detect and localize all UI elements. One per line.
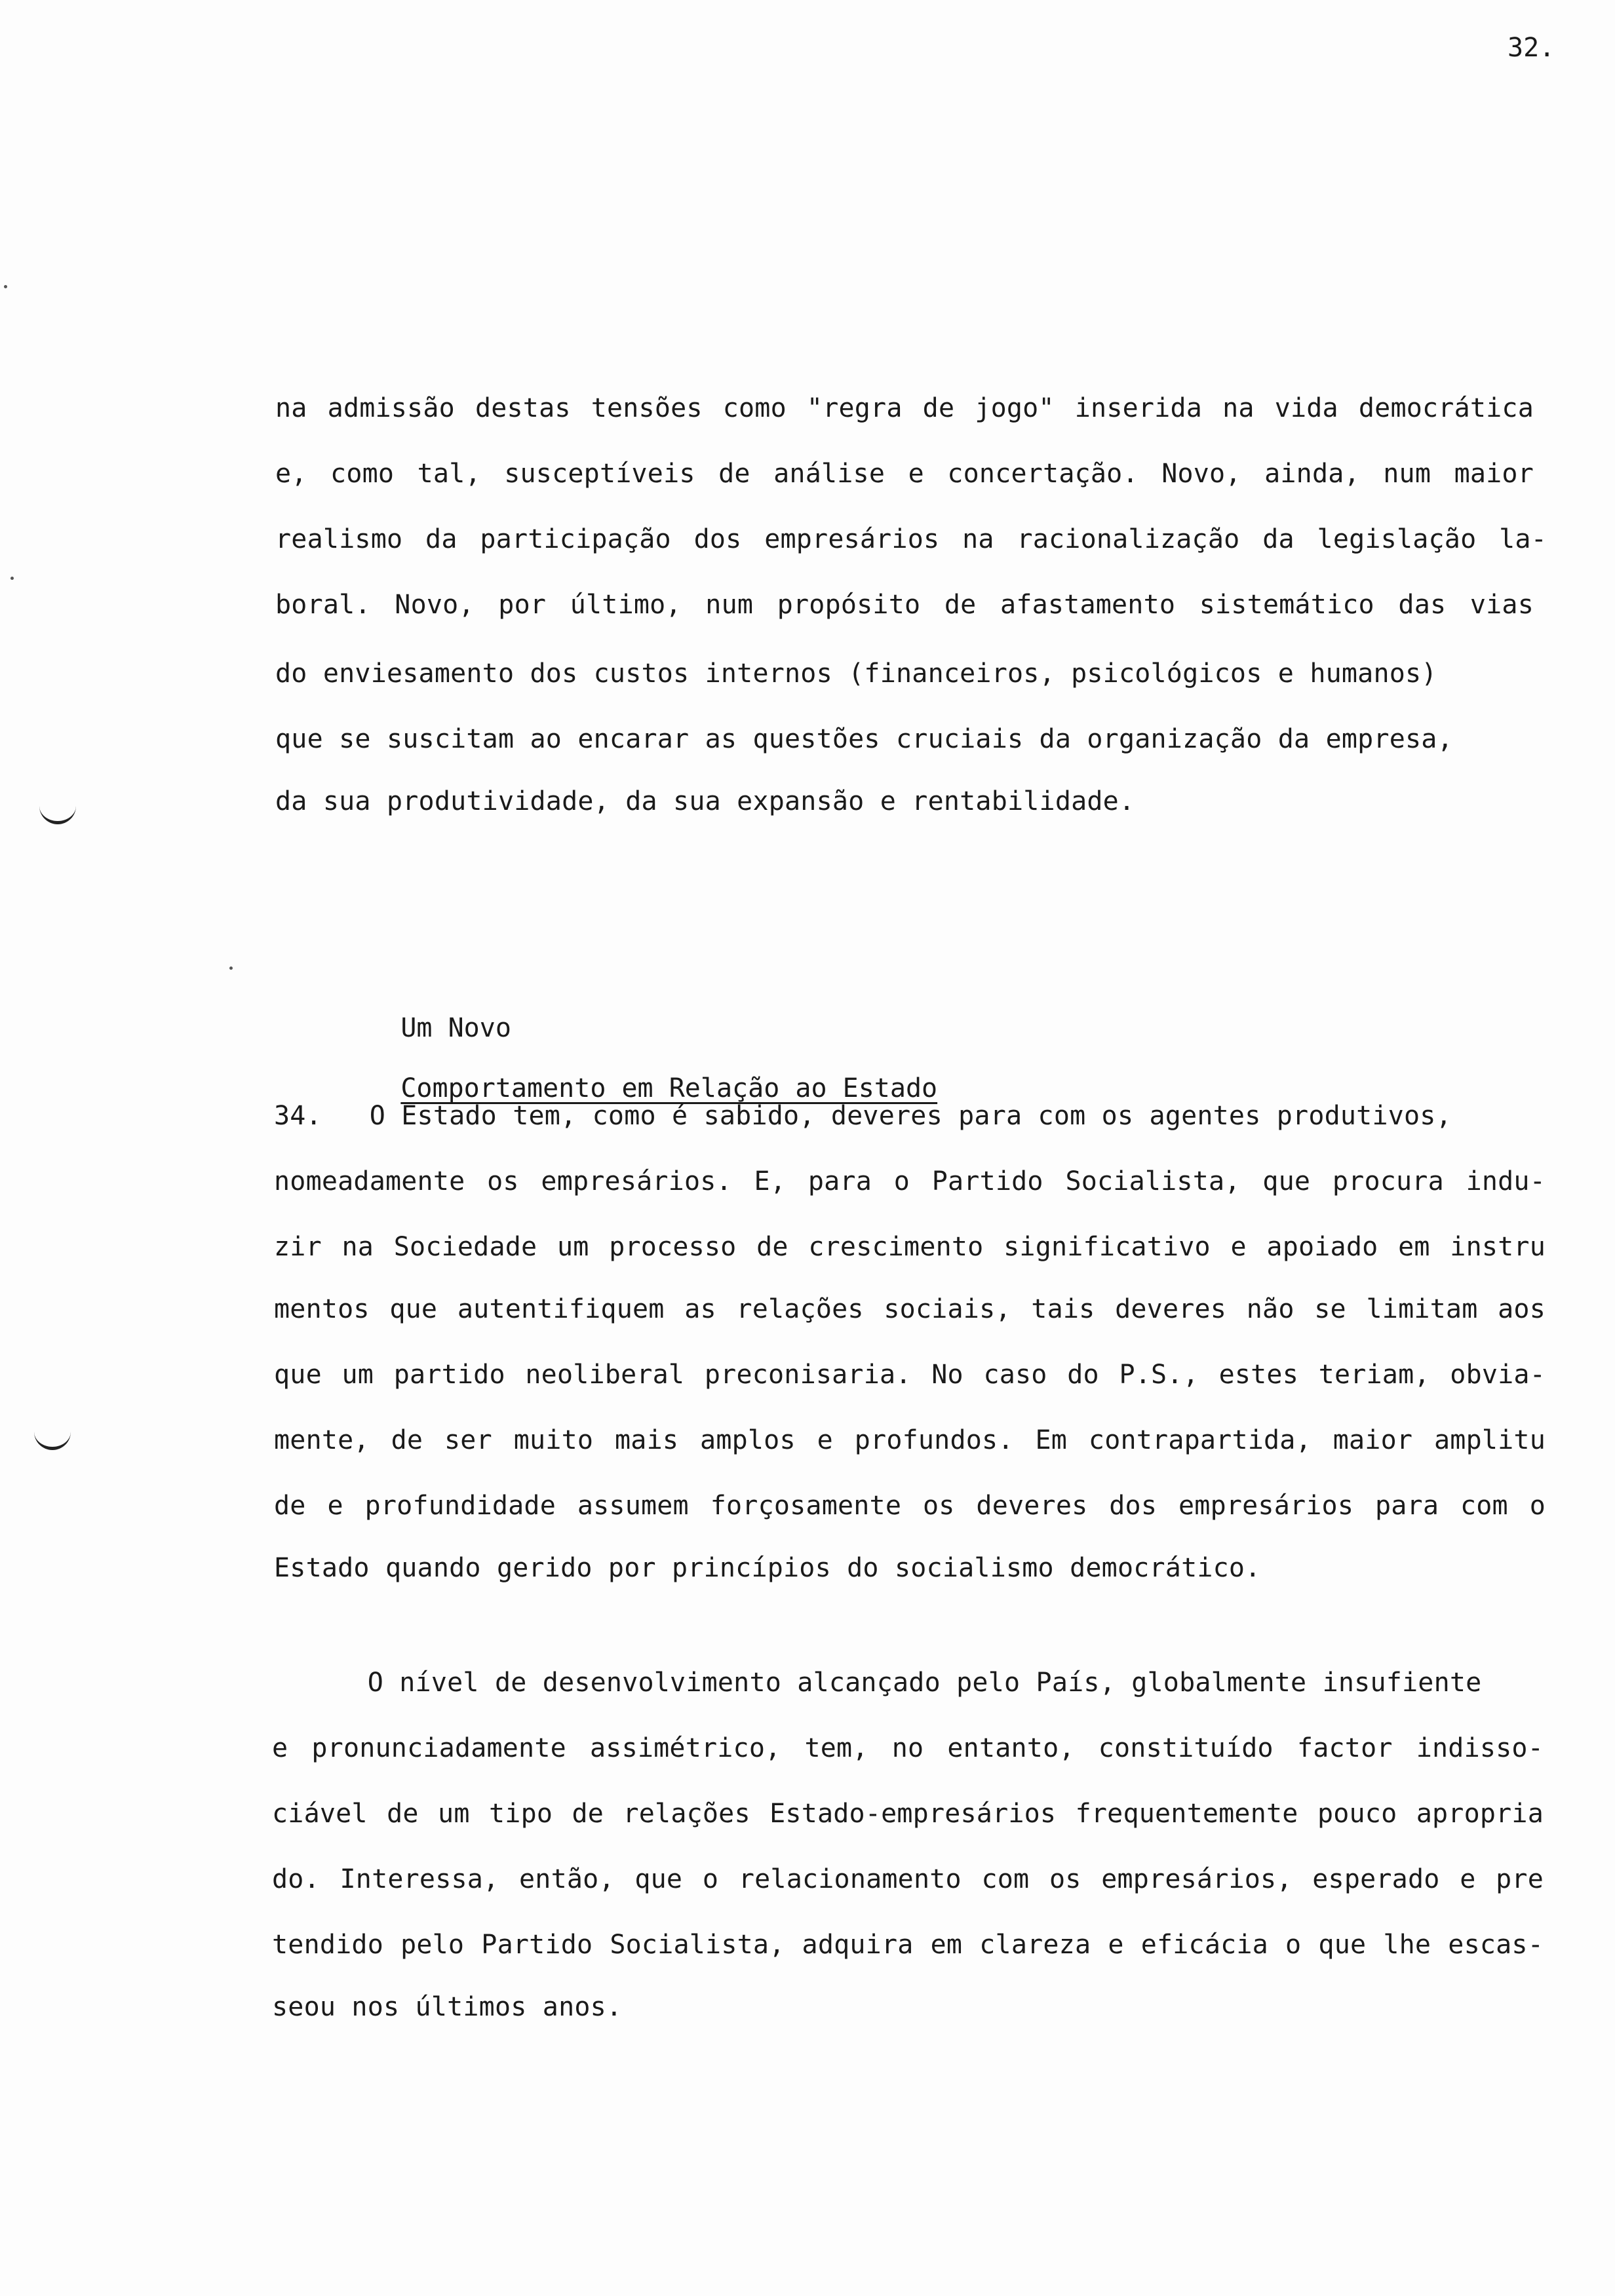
- page-number: 32.: [1508, 33, 1555, 63]
- binding-mark: [34, 1428, 71, 1450]
- paragraph-2-line: de e profundidade assumem forçosamente os deveres dos empresários para com o: [274, 1491, 1546, 1521]
- paragraph-2-line: que um partido neoliberal preconisaria. No caso do P.S., estes teriam, obvia-: [274, 1360, 1546, 1390]
- paragraph-1-line: boral. Novo, por último, num propósito de afastamento sistemático das vias: [275, 590, 1534, 620]
- paragraph-3-line: ciável de um tipo de relações Estado-empresários frequentemente pouco apropria: [272, 1799, 1544, 1829]
- scan-speck: [4, 285, 7, 288]
- scan-speck: [10, 577, 14, 580]
- paragraph-2-line: nomeadamente os empresários. E, para o Partido Socialista, que procura indu-: [274, 1166, 1546, 1196]
- paragraph-3-line: O nível de desenvolvimento alcançado pelo País, globalmente insufiente: [272, 1668, 1482, 1698]
- paragraph-3-line: seou nos últimos anos.: [272, 1992, 623, 2022]
- heading-prefix: Um Novo: [400, 1013, 511, 1043]
- paragraph-1-line: da sua produtividade, da sua expansão e rentabilidade.: [275, 786, 1135, 816]
- paragraph-1-line: e, como tal, susceptíveis de análise e concertação. Novo, ainda, num maior: [275, 459, 1534, 489]
- paragraph-2-line: mentos que autentifiquem as relações sociais, tais deveres não se limitam aos: [274, 1294, 1546, 1324]
- scan-speck: [229, 966, 233, 970]
- paragraph-2-line: zir na Sociedade um processo de crescimento significativo e apoiado em instru: [274, 1232, 1546, 1262]
- paragraph-2-line: Estado quando gerido por princípios do socialismo democrático.: [274, 1553, 1261, 1583]
- paragraph-3-line: tendido pelo Partido Socialista, adquira em clareza e eficácia o que lhe escas-: [272, 1930, 1544, 1960]
- paragraph-3-line: do. Interessa, então, que o relacionamento com os empresários, esperado e pre: [272, 1864, 1544, 1894]
- paragraph-1-line: na admissão destas tensões como "regra de jogo" inserida na vida democrática: [275, 393, 1534, 423]
- paragraph-2-line: mente, de ser muito mais amplos e profundos. Em contrapartida, maior amplitu: [274, 1425, 1546, 1455]
- paragraph-3-line: e pronunciadamente assimétrico, tem, no entanto, constituído factor indisso-: [272, 1733, 1544, 1763]
- paragraph-1-line: que se suscitam ao encarar as questões cruciais da organização da empresa,: [275, 724, 1453, 754]
- paragraph-1-line: realismo da participação dos empresários na racionalização da legislação la-: [275, 524, 1547, 554]
- binding-mark: [39, 803, 76, 824]
- paragraph-2-line: 34. O Estado tem, como é sabido, deveres para com os agentes produtivos,: [274, 1101, 1452, 1131]
- heading-underlined-title: Comportamento em Relação ao Estado: [400, 1073, 938, 1103]
- paragraph-1-line: do enviesamento dos custos internos (financeiros, psicológicos e humanos): [275, 659, 1437, 689]
